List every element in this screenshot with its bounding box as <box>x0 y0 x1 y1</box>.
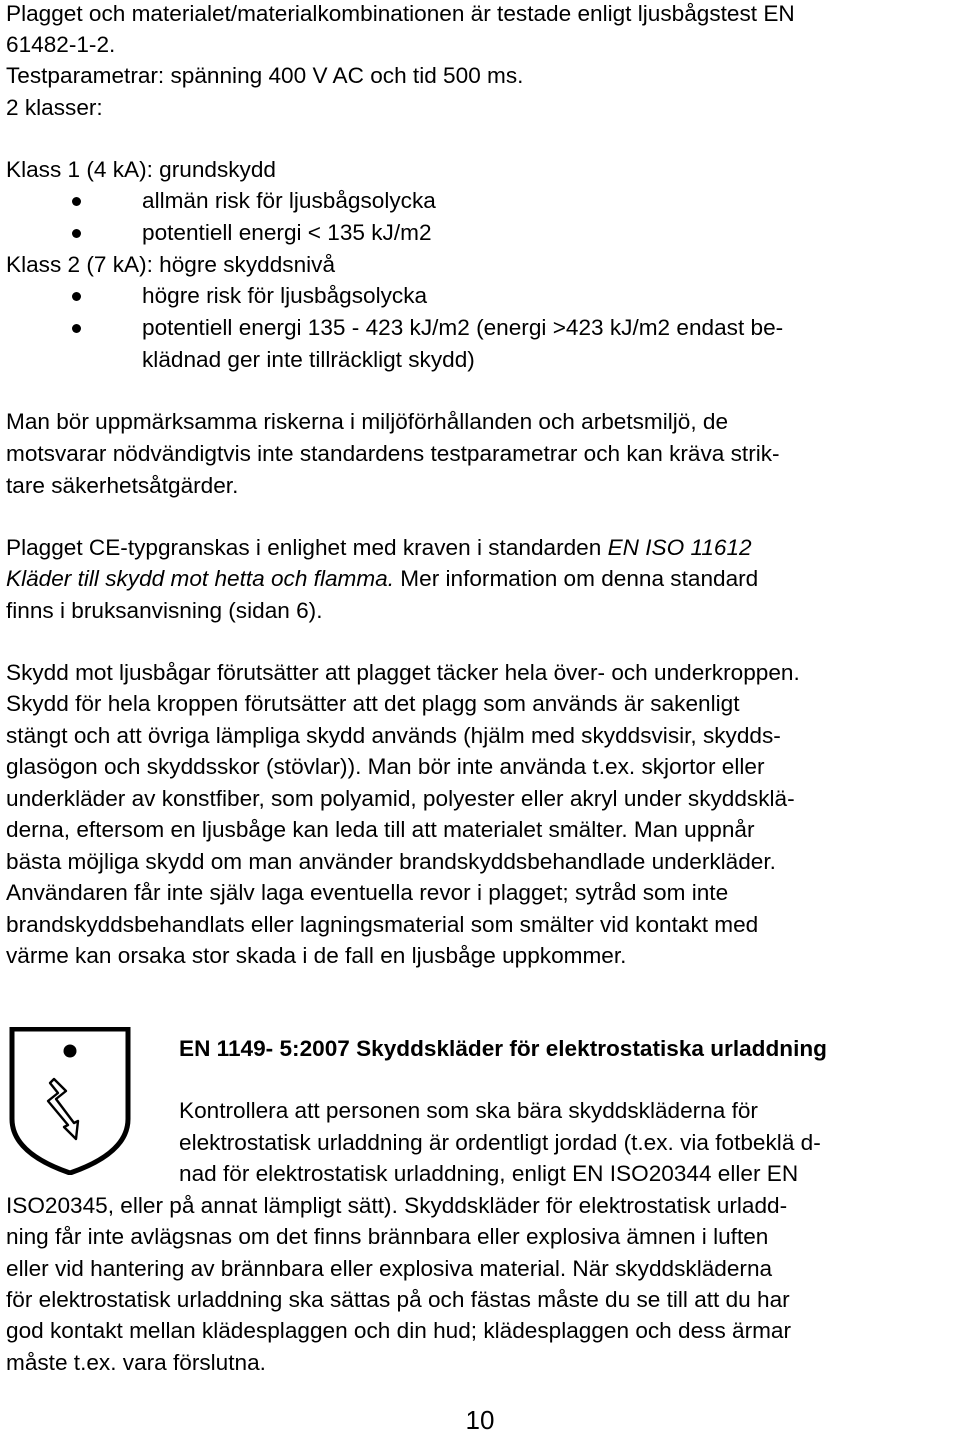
paragraph-line: derna, eftersom en ljusbåge kan leda till att materialet smälter. Man uppnår <box>6 817 755 842</box>
paragraph-line: eller vid hantering av brännbara eller explosiva material. När skyddskläderna <box>6 1256 773 1281</box>
standard-reference: EN ISO 11612 <box>607 535 752 560</box>
paragraph-line: ning får inte avlägsnas om det finns brännbara eller explosiva ämnen i luften <box>6 1224 769 1249</box>
paragraph-line: måste t.ex. vara förslutna. <box>6 1350 266 1375</box>
paragraph-line: Skydd mot ljusbågar förutsätter att plagget täcker hela över- och underkroppen. <box>6 660 800 685</box>
class2-item: potentiell energi 135 - 423 kJ/m2 (energi >423 kJ/m2 endast be- <box>142 315 784 340</box>
paragraph-line: nad för elektrostatisk urladdning, enligt EN ISO20344 eller EN <box>179 1161 799 1186</box>
paragraph-line <box>6 532 752 563</box>
bullet-icon <box>72 324 81 333</box>
class2-title: Klass 2 (7 kA): högre skyddsnivå <box>6 252 336 277</box>
paragraph-line: underkläder av konstfiber, som polyamid, polyester eller akryl under skyddsklä- <box>6 786 795 811</box>
class2-item: högre risk för ljusbågsolycka <box>142 283 428 308</box>
paragraph-line: god kontakt mellan klädesplaggen och din hud; klädesplaggen och dess ärmar <box>6 1318 792 1343</box>
paragraph-line: motsvarar nödvändigtvis inte standardens testparametrar och kan kräva strik- <box>6 441 780 466</box>
page-number: 10 <box>465 1405 495 1435</box>
intro-line: 2 klasser: <box>6 95 103 120</box>
paragraph-line: värme kan orsaka stor skada i de fall en ljusbåge uppkommer. <box>6 943 627 968</box>
paragraph-line: elektrostatisk urladdning är ordentligt jordad (t.ex. via fotbeklä d- <box>179 1130 821 1155</box>
paragraph-line: Användaren får inte själv laga eventuella revor i plagget; sytråd som inte <box>6 880 729 905</box>
paragraph-line <box>6 563 758 594</box>
paragraph-line: finns i bruksanvisning (sidan 6). <box>6 598 323 623</box>
paragraph-line: brandskyddsbehandlats eller lagningsmaterial som smälter vid kontakt med <box>6 912 759 937</box>
intro-line: Testparametrar: spänning 400 V AC och tid 500 ms. <box>6 63 524 88</box>
paragraph-line: för elektrostatisk urladdning ska sättas på och fästas måste du se till att du har <box>6 1287 790 1312</box>
electrostatic-shield-icon <box>8 1027 132 1175</box>
class1-item: potentiell energi < 135 kJ/m2 <box>142 220 432 245</box>
ce-text: Plagget CE-typgranskas i enlighet med kraven i standarden <box>6 535 608 560</box>
paragraph-line: Skydd för hela kroppen förutsätter att det plagg som används är sakenligt <box>6 691 740 716</box>
paragraph-line: bästa möjliga skydd om man använder brandskyddsbehandlade underkläder. <box>6 849 776 874</box>
intro-line: Plagget och materialet/materialkombinationen är testade enligt ljusbågstest EN <box>6 1 795 26</box>
bullet-icon <box>72 229 81 238</box>
paragraph-line: glasögon och skyddsskor (stövlar)). Man bör inte använda t.ex. skjortor eller <box>6 754 765 779</box>
bullet-icon <box>72 197 81 206</box>
paragraph-line: Man bör uppmärksamma riskerna i miljöförhållanden och arbetsmiljö, de <box>6 409 729 434</box>
section-heading: EN 1149- 5:2007 Skyddskläder för elektrostatiska urladdning <box>179 1036 827 1061</box>
class1-title: Klass 1 (4 kA): grundskydd <box>6 157 276 182</box>
paragraph-line: tare säkerhetsåtgärder. <box>6 473 239 498</box>
paragraph-line: stängt och att övriga lämpliga skydd används (hjälm med skyddsvisir, skydds- <box>6 723 781 748</box>
paragraph-line: Kontrollera att personen som ska bära skyddskläderna för <box>179 1098 758 1123</box>
ce-text: Mer information om denna standard <box>394 566 759 591</box>
class2-item-continued: klädnad ger inte tillräckligt skydd) <box>142 347 475 372</box>
class1-item: allmän risk för ljusbågsolycka <box>142 188 436 213</box>
paragraph-line: ISO20345, eller på annat lämpligt sätt). Skyddskläder för elektrostatisk urladd- <box>6 1193 788 1218</box>
bullet-icon <box>72 292 81 301</box>
intro-line: 61482-1-2. <box>6 32 116 57</box>
standard-title: Kläder till skydd mot hetta och flamma. <box>6 566 395 591</box>
